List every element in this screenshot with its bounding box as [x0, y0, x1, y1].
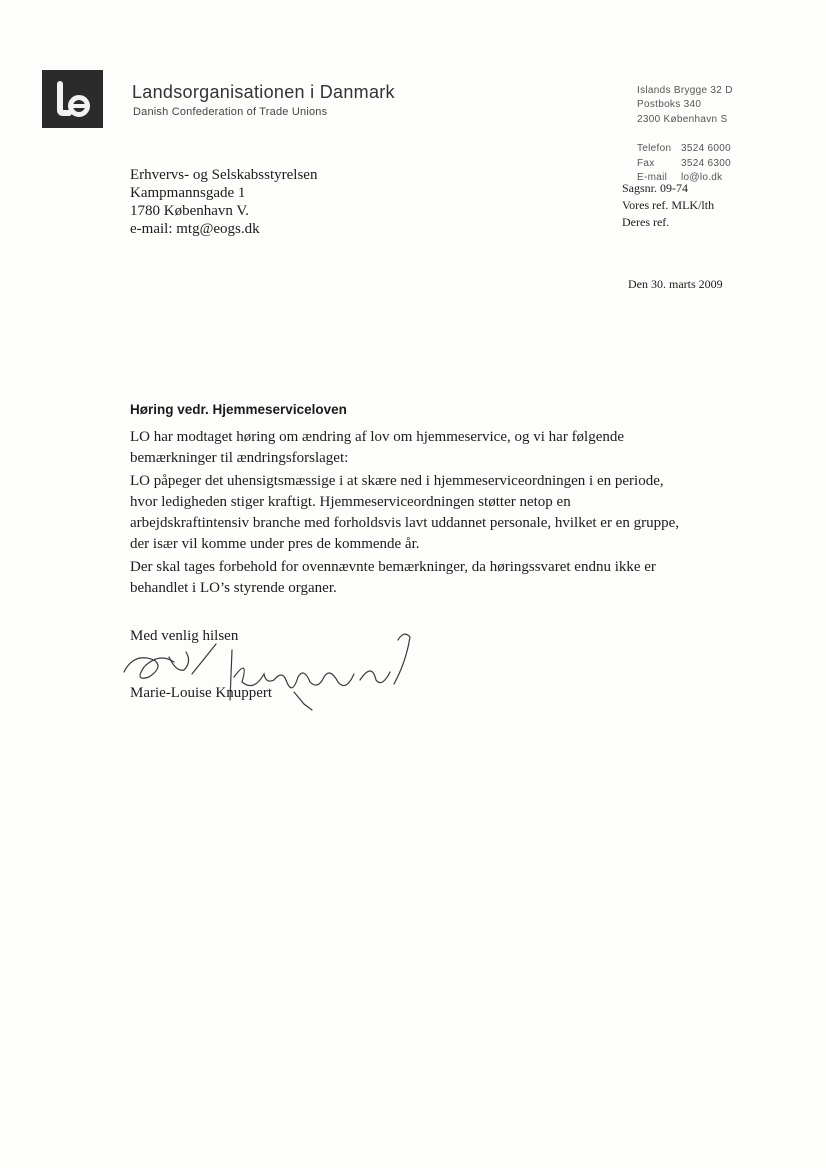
fax-line: [637, 158, 731, 169]
email-address: lo@lo.dk: [681, 172, 723, 183]
address-line: 2300 København S: [637, 114, 728, 125]
fax-label: Fax: [637, 158, 655, 169]
recipient-block: [130, 166, 317, 238]
body-paragraph: LO påpeger det uhensigtsmæssige i at skære ned i hjemmeserviceordningen i en periode, hvor ledigheden stiger kraftigt. Hjemmeserviceordningen støtter netop en arbejdskraftintensiv branche med forholdsvis lavt uddannet personale, hvilket er en gruppe, der især vil komme under pres de kommende år.: [130, 473, 679, 552]
letter-date: Den 30. marts 2009: [628, 277, 723, 291]
address-line: Postboks 340: [637, 99, 702, 110]
phone-line: [637, 143, 731, 154]
recipient-line: Kampmannsgade 1: [130, 185, 246, 201]
lo-logo-icon: [42, 70, 103, 128]
address-line: Islands Brygge 32 D: [637, 85, 733, 96]
body-paragraph: Der skal tages forbehold for ovennævnte bemærkninger, da høringssvaret endnu ikke er behandlet i LO’s styrende organer.: [130, 559, 656, 596]
our-reference: Vores ref. MLK/lth: [622, 198, 715, 212]
phone-number: 3524 6000: [681, 143, 731, 154]
recipient-line: Erhvervs- og Selskabsstyrelsen: [130, 167, 318, 183]
email-label: E-mail: [637, 172, 668, 183]
recipient-email: e-mail: mtg@eogs.dk: [130, 221, 260, 237]
case-number: Sagsnr. 09-74: [622, 181, 688, 195]
recipient-line: 1780 København V.: [130, 203, 250, 219]
closing-salutation: Med venlig hilsen: [130, 628, 239, 644]
signer-name: Marie-Louise Knuppert: [130, 685, 273, 701]
fax-number: 3524 6300: [681, 158, 731, 169]
body-paragraph: LO har modtaget høring om ændring af lov om hjemmeservice, og vi har følgende bemærkninger til ændringsforslaget:: [130, 429, 625, 466]
organization-subtitle: Danish Confederation of Trade Unions: [133, 106, 328, 118]
phone-label: Telefon: [637, 143, 672, 154]
organization-name: Landsorganisationen i Danmark: [132, 82, 395, 102]
your-reference: Deres ref.: [622, 215, 670, 229]
letter-subject: Høring vedr. Hjemmeserviceloven: [130, 402, 347, 417]
